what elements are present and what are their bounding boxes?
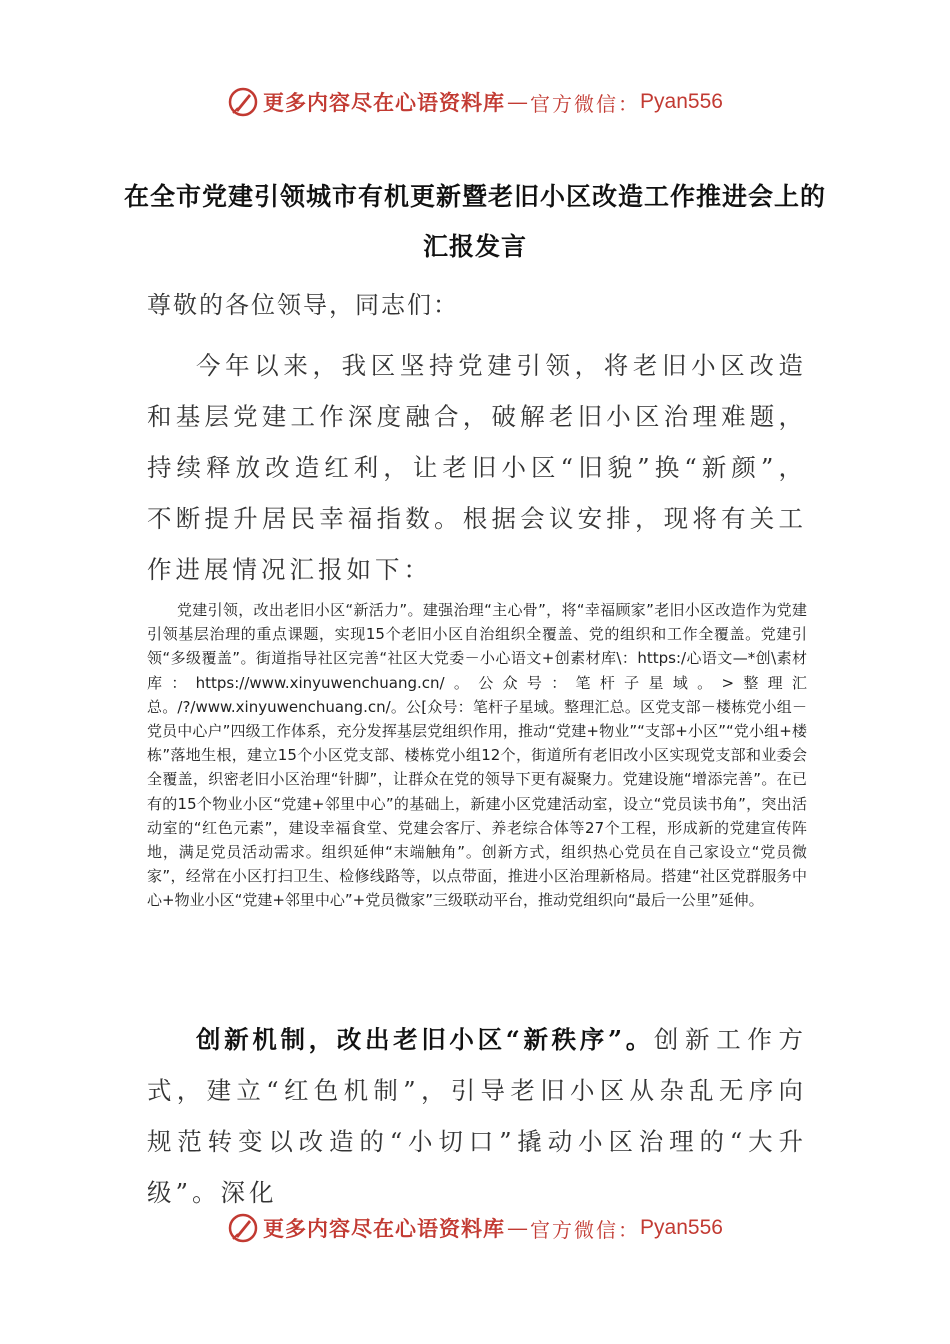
section2-paragraph	[147, 1014, 807, 1218]
header-banner	[0, 84, 950, 120]
quill-pen-logo-icon	[227, 1212, 259, 1244]
banner-account: Pyan556	[640, 1216, 723, 1239]
banner-brand: 更多内容尽在心语资料库	[263, 1216, 506, 1241]
banner-separator: —	[507, 1216, 529, 1240]
intro-paragraph: 今年以来，我区坚持党建引领，将老旧小区改造和基层党建工作深度融合，破解老旧小区治理难题，持续释放改造红利，让老旧小区“旧貌”换“新颜”，不断提升居民幸福指数。根据会议安排，现将有关工作进展情况汇报如下：	[147, 351, 807, 584]
banner-account: Pyan556	[640, 90, 723, 113]
section2-body: 创新工作方式，建立“红色机制”，引导老旧小区从杂乱无序向规范转变以改造的“小切口”撬动小区治理的“大升级”。深化	[147, 1025, 808, 1207]
quill-pen-logo-icon	[227, 86, 259, 118]
banner-contact-label: 官方微信：	[530, 91, 641, 116]
banner-contact-label: 官方微信：	[530, 1217, 641, 1242]
document-title: 在全市党建引领城市有机更新暨老旧小区改造工作推进会上的汇报发言	[123, 182, 826, 261]
footer-banner	[0, 1210, 950, 1246]
banner-separator: —	[507, 90, 529, 114]
banner-brand: 更多内容尽在心语资料库	[263, 90, 506, 115]
section2-lead: 创新机制，改出老旧小区“新秩序”。	[196, 1025, 654, 1054]
section1-paragraph: 党建引领，改出老旧小区“新活力”。建强治理“主心骨”，将“幸福顾家”老旧小区改造作为党建引领基层治理的重点课题，实现15个老旧小区自治组织全覆盖、党的组织和工作全覆盖。党建引领“多级覆盖”。街道指导社区完善“社区大党委－小心语文+创素材库\：https:/心语文—*创\素材库：https://www.xinyuwenchuang.cn/。公众号：笔杆子星域。>整理汇总。/?/www.xinyuwenchuang.cn/。公[众号：笔杆子星域。整理汇总。区党支部－楼栋党小组－党员中心户”四级工作体系，充分发挥基层党组织作用，推动“党建+物业”“支部+小区”“党小组+楼栋”落地生根，建立15个小区党支部、楼栋党小组12个，街道所有老旧改小区实现党支部和业委会全覆盖，织密老旧小区治理“针脚”，让群众在党的领导下更有凝聚力。党建设施“增添完善”。在已有的15个物业小区“党建+邻里中心”的基础上，新建小区党建活动室，设立“党员读书角”，突出活动室的“红色元素”，建设幸福食堂、党建会客厅、养老综合体等27个工程，形成新的党建宣传阵地，满足党员活动需求。组织延伸“末端触角”。创新方式，组织热心党员在自己家设立“党员微家”，经常在小区打扫卫生、检修线路等，以点带面，推进小区治理新格局。搭建“社区党群服务中心+物业小区“党建+邻里中心”+党员微家”三级联动平台，推动党组织向“最后一公里”延伸。	[147, 601, 807, 910]
greeting: 尊敬的各位领导，同志们：	[147, 291, 459, 319]
